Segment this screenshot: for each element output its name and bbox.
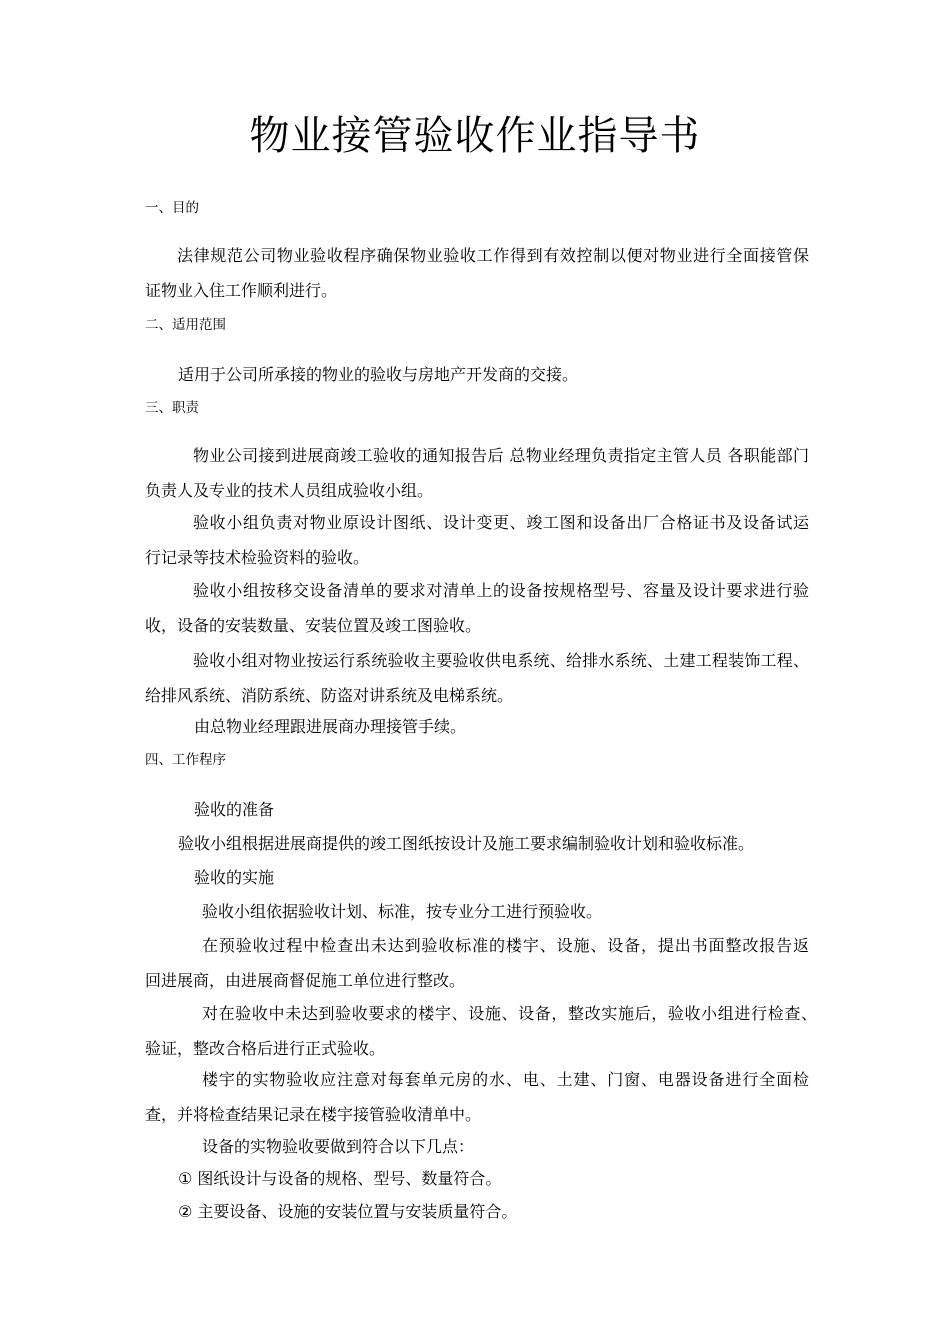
responsibility-item: 验收小组按移交设备清单的要求对清单上的设备按规格型号、容量及设计要求进行验收，设备的安装数量、安装位置及竣工图验收。 xyxy=(145,581,809,635)
section-heading-procedure: 四、工作程序 xyxy=(145,752,226,768)
responsibility-item: 物业公司接到进展商竣工验收的通知报告后 总物业经理负责指定主管人员 各职能部门负责人及专业的技术人员组成验收小组。 xyxy=(145,446,809,500)
preparation-paragraph: 验收小组根据进展商提供的竣工图纸按设计及施工要求编制验收计划和验收标准。 xyxy=(178,834,755,853)
purpose-paragraph: 法律规范公司物业验收程序确保物业验收工作得到有效控制以便对物业进行全面接管保 证物业入住工作顺利进行。 xyxy=(145,246,826,300)
subheading-implementation: 验收的实施 xyxy=(194,868,275,887)
list-item: ① 图纸设计与设备的规格、型号、数量符合。 xyxy=(178,1169,502,1188)
scope-paragraph: 适用于公司所承接的物业的验收与房地产开发商的交接。 xyxy=(178,365,579,384)
implementation-item: 设备的实物验收要做到符合以下几点： xyxy=(202,1137,475,1156)
subheading-preparation: 验收的准备 xyxy=(194,800,275,819)
list-item: ② 主要设备、设施的安装位置与安装质量符合。 xyxy=(178,1202,518,1221)
section-heading-purpose: 一、目的 xyxy=(145,200,199,216)
responsibility-item: 验收小组负责对物业原设计图纸、设计变更、竣工图和设备出厂合格证书及设备试运 行记录等技术检验资料的验收。 xyxy=(145,513,826,567)
implementation-item: 对在验收中未达到验收要求的楼宇、设施、设备，整改实施后，验收小组进行检查、 验证，整改合格后进行正式验收。 xyxy=(145,1004,826,1058)
responsibility-item: 验收小组对物业按运行系统验收主要验收供电系统、给排水系统、土建工程装饰工程、给排风系统、消防系统、防盗对讲系统及电梯系统。 xyxy=(145,651,809,705)
section-heading-scope: 二、适用范围 xyxy=(145,317,226,333)
document-title: 物业接管验收作业指导书 xyxy=(249,113,701,159)
implementation-item: 验收小组依据验收计划、标准，按专业分工进行预验收。 xyxy=(202,902,603,921)
implementation-item: 楼宇的实物验收应注意对每套单元房的水、电、土建、门窗、电器设备进行全面检查，并将检查结果记录在楼宇接管验收清单中。 xyxy=(145,1070,809,1124)
section-heading-responsibility: 三、职责 xyxy=(145,400,199,416)
implementation-item: 在预验收过程中检查出未达到验收标准的楼宇、设施、设备，提出书面整改报告返 回进展商，由进展商督促施工单位进行整改。 xyxy=(145,936,826,990)
responsibility-item: 由总物业经理跟进展商办理接管手续。 xyxy=(194,717,467,736)
